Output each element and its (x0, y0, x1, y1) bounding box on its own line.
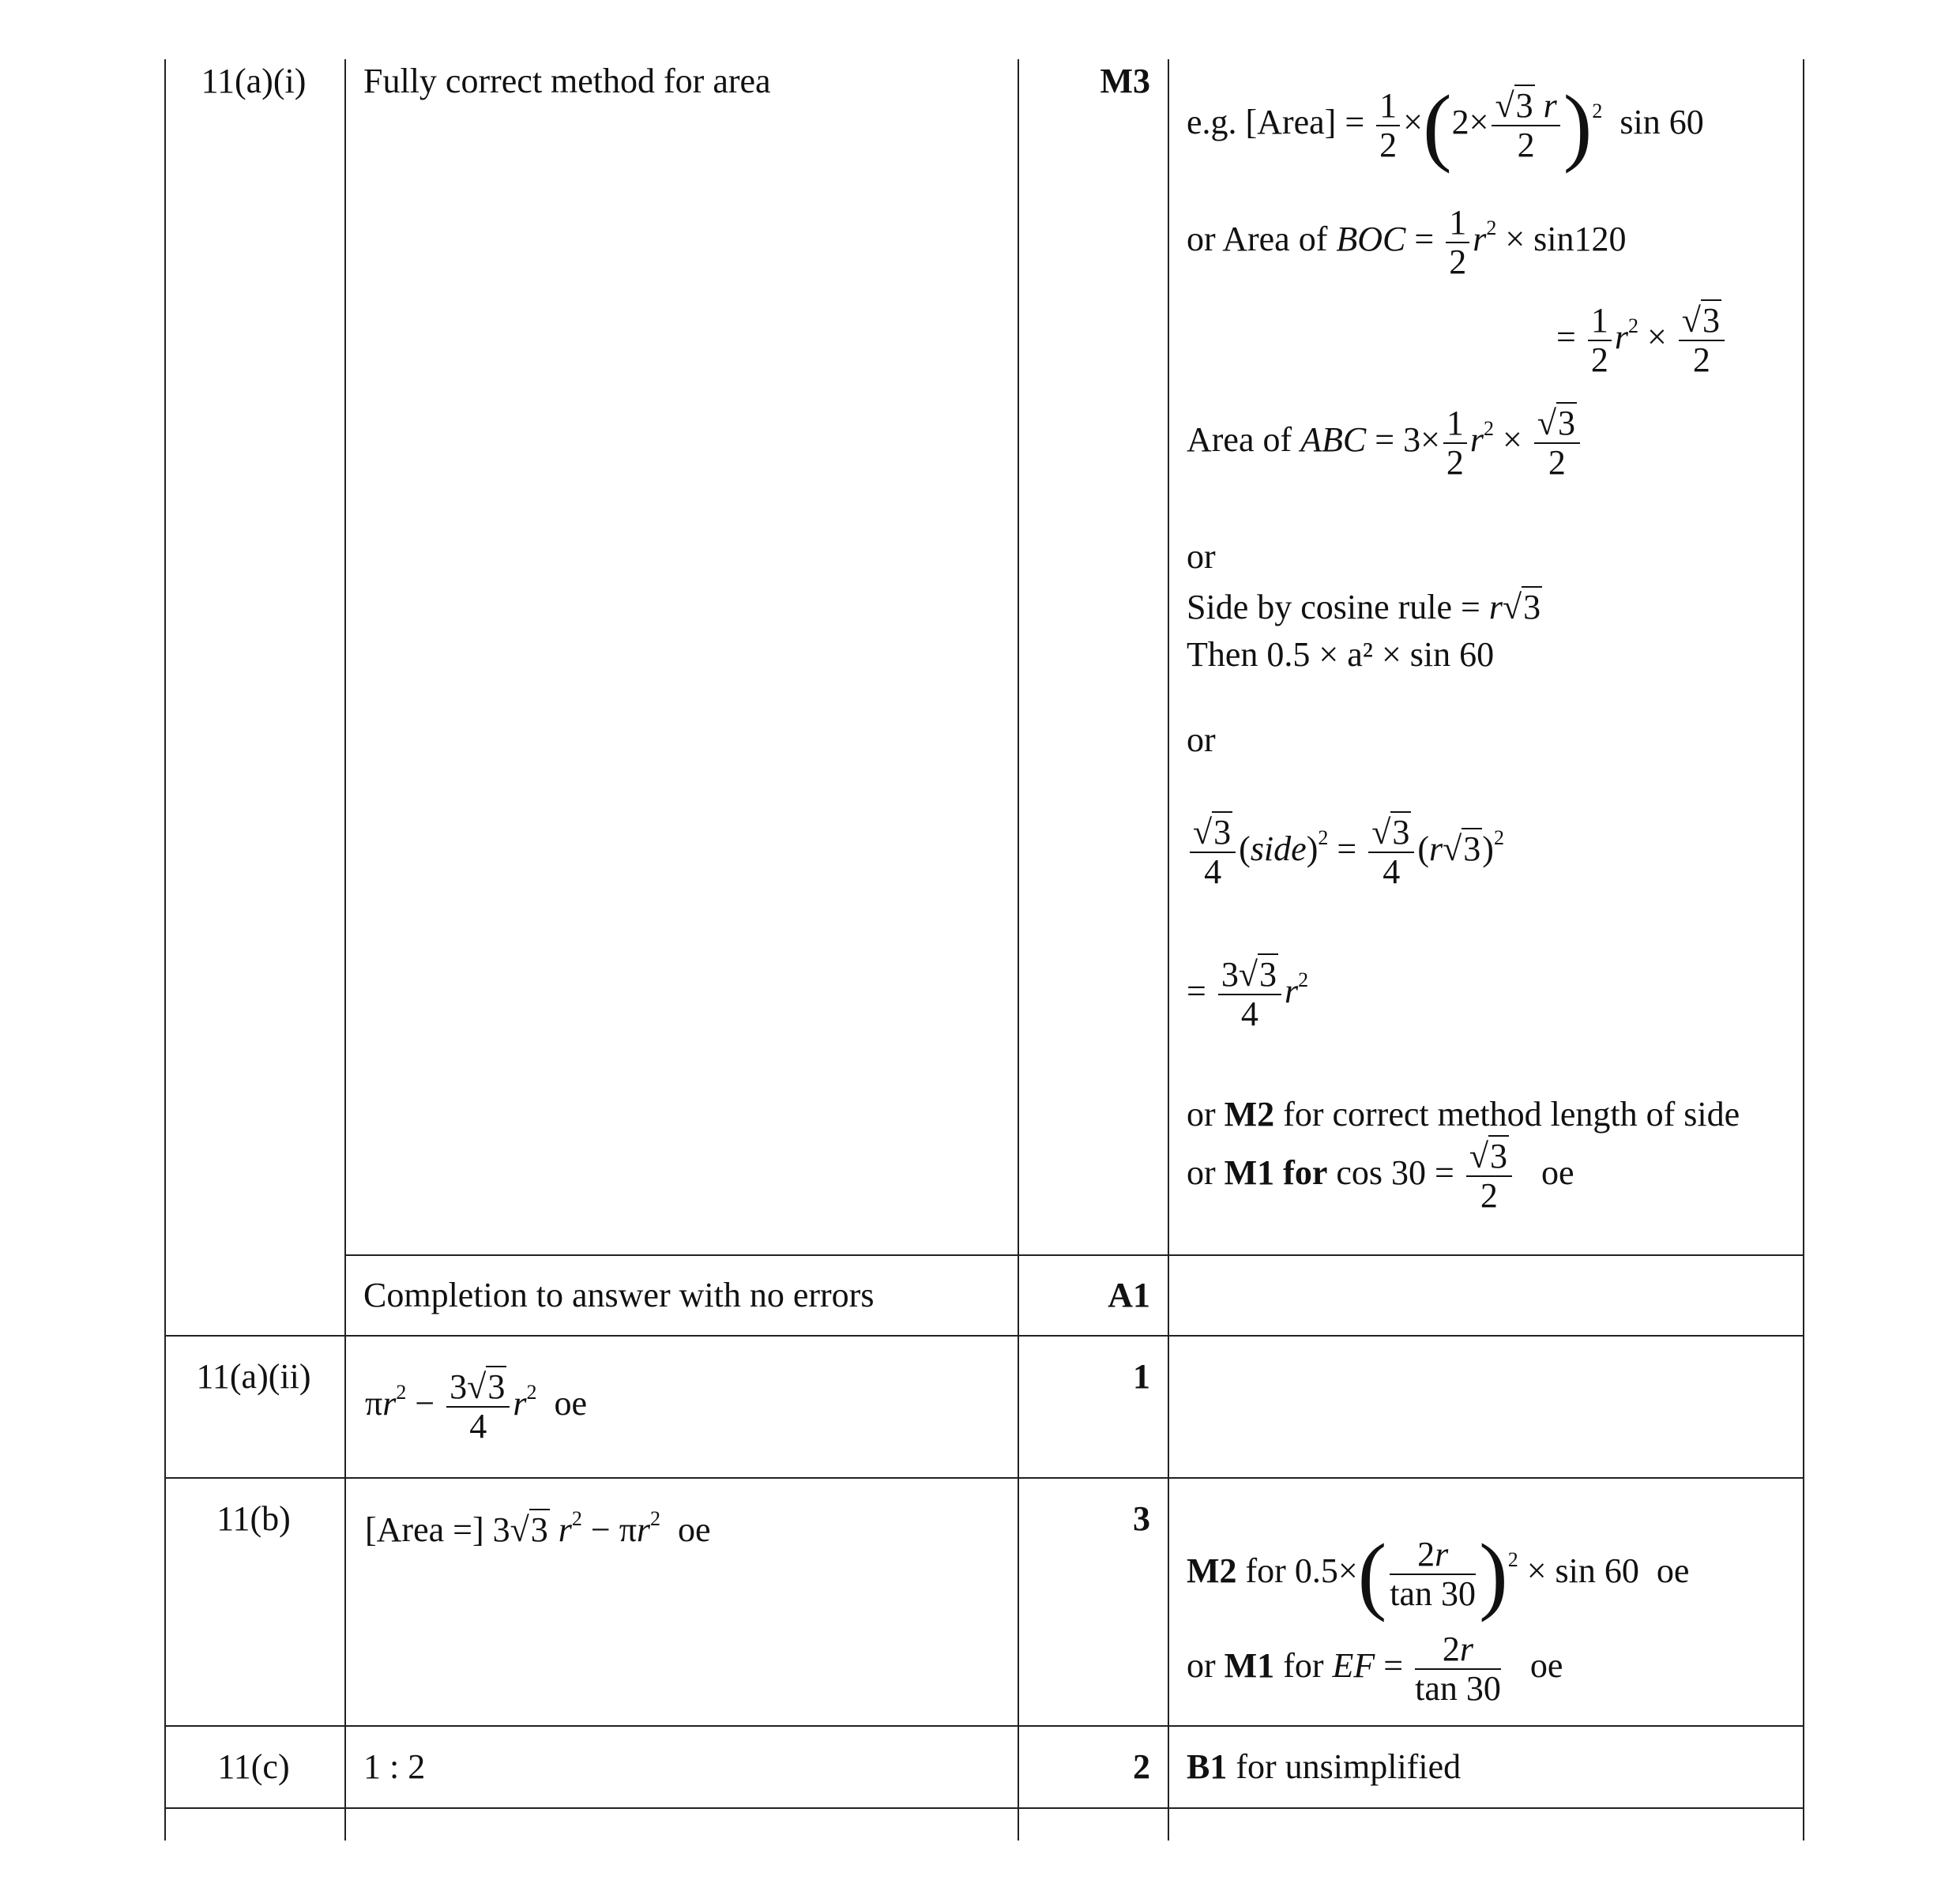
side-word: side (1250, 829, 1307, 869)
m1-label: M1 for (1224, 1153, 1328, 1193)
guidance-m2: M2 for 0.5×( $\frac{2r}{\tan 30}$ )$^2$ × sin 60 oe (1187, 1526, 1690, 1622)
row-divider (164, 1807, 1804, 1809)
or-label: or (1187, 1153, 1216, 1193)
mark: M3 (1100, 62, 1150, 100)
area-of-label: Area of (1187, 420, 1292, 460)
b1-label: B1 (1187, 1747, 1228, 1786)
oe-label: oe (1656, 1551, 1690, 1591)
mark: 3 (1133, 1499, 1150, 1538)
answer-formula: $\pi r^2$ − $\frac{3√3}{4}$ $r^2$ oe (365, 1367, 587, 1446)
m1-for: for (1283, 1646, 1324, 1686)
guidance-m2 (1187, 1095, 1740, 1134)
row-divider (164, 1335, 1804, 1337)
row-divider-a1 (344, 1254, 1804, 1256)
answer-formula: [Area =] 3√3 $r^2 - \pi r^2$ oe (365, 1507, 711, 1549)
boc-label: BOC (1336, 220, 1406, 259)
m2-label: M2 (1187, 1551, 1237, 1591)
mark-a1: A1 (1108, 1276, 1150, 1314)
guidance-side-cosine: Side by cosine rule = r√3 (1187, 588, 1541, 626)
answer-text: Fully correct method for area (363, 62, 771, 100)
table-divider-mark (1168, 59, 1169, 1841)
row-divider (164, 1477, 1804, 1479)
answer-text: 1 : 2 (363, 1747, 426, 1786)
guidance-area-boc-simplified: = $\frac{1}{2}$ $r^2$ × $\frac{√3}{2}$ (1556, 302, 1728, 379)
ef-label: EF (1332, 1646, 1375, 1686)
guidance-or: or (1187, 537, 1216, 576)
oe-label: oe (678, 1510, 711, 1549)
mark: 1 (1133, 1357, 1150, 1396)
guidance-b1 (1187, 1747, 1461, 1787)
guidance-then-line: Then 0.5 × a² × sin 60 (1187, 635, 1495, 674)
side-cosine-text: Side by cosine rule = (1187, 588, 1480, 626)
guidance-area-boc: or Area of BOC = $\frac{1}{2}$ $r^2 \times \sin 120$ (1187, 203, 1627, 281)
or-label: or (1187, 1095, 1216, 1134)
sin60: × sin 60 (1526, 1551, 1639, 1591)
m1-label: M1 (1224, 1646, 1275, 1686)
m2-label: M2 (1224, 1095, 1275, 1134)
guidance-m1: or M1 for cos 30 = $\frac{√3}{2}$ oe (1187, 1137, 1574, 1215)
question-number: 11(c) (217, 1747, 290, 1786)
table-border-right (1803, 59, 1804, 1841)
question-number: 11(a)(ii) (196, 1357, 311, 1396)
table-divider-question (344, 59, 346, 1841)
abc-label: ABC (1300, 420, 1367, 460)
guidance-m1: or M1 for EF = $\frac{2r}{\tan 30}$ oe (1187, 1630, 1563, 1708)
answer-completion: Completion to answer with no errors (363, 1276, 875, 1314)
guidance-equilateral-formula: $\frac{√3}{4}$ (side)$^2$ = $\frac{√3}{4}$ $(r√3)^2$ (1187, 814, 1504, 891)
eg-label: e.g. (1187, 103, 1237, 142)
area-prefix: [Area =] (365, 1510, 484, 1549)
m2-for: for 0.5× (1245, 1551, 1358, 1591)
question-number: 11(a)(i) (201, 62, 307, 100)
guidance-result: = $\frac{3√3}{4}$ $r^2$ (1187, 955, 1309, 1033)
guidance-eg-area: e.g. [Area] = $\frac{1}{2}$ ×(2× $\frac{√3 r}{2}$ )$^2$ sin 60 (1187, 77, 1704, 174)
row-divider (164, 1725, 1804, 1727)
table-border-left (164, 59, 166, 1841)
or-label: or (1187, 1646, 1216, 1686)
mark: 2 (1133, 1747, 1150, 1786)
oe-label: oe (1529, 1646, 1563, 1686)
b1-text: for unsimplified (1236, 1747, 1462, 1786)
area-label: [Area] (1245, 103, 1337, 142)
table-divider-answer (1018, 59, 1019, 1841)
or-area-of: or Area of (1187, 220, 1328, 259)
guidance-area-abc: Area of ABC = 3× $\frac{1}{2}$ $r^2$ × $\frac{√3}{2}$ (1187, 404, 1583, 482)
guidance-or: or (1187, 720, 1216, 759)
m2-text: for correct method length of side (1283, 1095, 1740, 1134)
question-number: 11(b) (216, 1499, 291, 1538)
oe-label: oe (1541, 1153, 1574, 1193)
oe-label: oe (554, 1384, 587, 1423)
